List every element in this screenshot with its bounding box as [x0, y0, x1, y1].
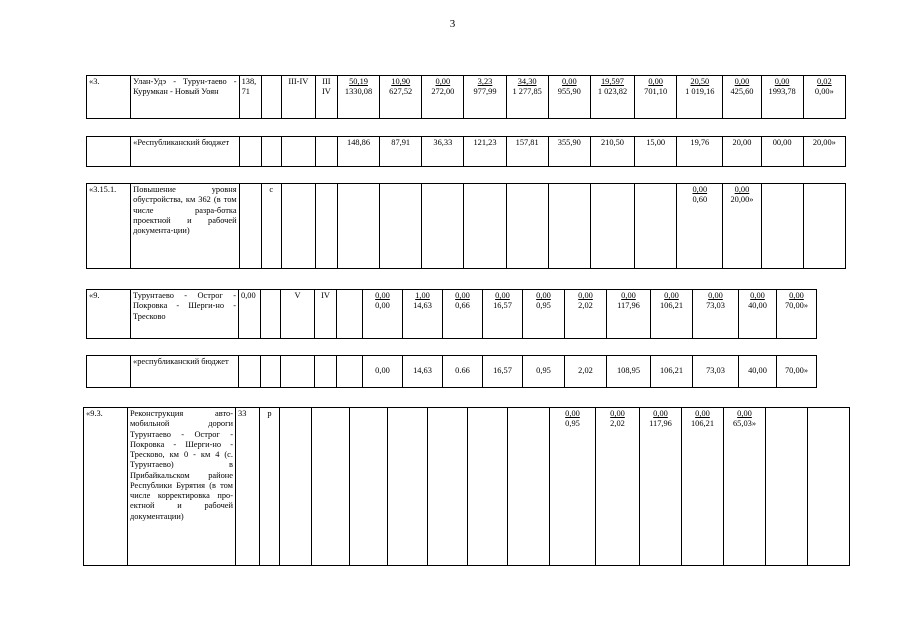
empty-cell: [280, 408, 312, 566]
budget-value: 73,03: [693, 356, 739, 388]
budget-label: «республиканский бюджет: [131, 356, 239, 388]
table-block-9: [86, 289, 857, 339]
empty-cell: [281, 184, 315, 269]
value-cell: 0,00 73,03: [693, 290, 739, 339]
page-number: 3: [449, 18, 456, 30]
empty-cell: [261, 137, 281, 167]
empty-cell: [468, 408, 508, 566]
row-code: «3.: [87, 76, 131, 119]
empty-cell: [506, 184, 548, 269]
value-cell: 0,00 106,21: [651, 290, 693, 339]
empty-cell: [508, 408, 550, 566]
budget-value: 106,21: [651, 356, 693, 388]
value-cell: 50,19 1330,08: [337, 76, 379, 119]
empty-cell: [312, 408, 350, 566]
value-cell: 0,00 701,10: [635, 76, 677, 119]
value-cell: 0,00 0,95: [550, 408, 596, 566]
value-cell: 0,00 0,00: [363, 290, 403, 339]
empty-cell: [315, 137, 337, 167]
value-cell: 0,00 425,60: [723, 76, 761, 119]
empty-cell: [761, 184, 803, 269]
empty-cell: [239, 356, 261, 388]
table-budget-1: [86, 136, 846, 167]
budget-value: 157,81: [506, 137, 548, 167]
table-block-3: [86, 75, 846, 119]
value-cell: 1,00 14,63: [403, 290, 443, 339]
value-cell: 0,00 2,02: [565, 290, 607, 339]
row-code: «3.15.1.: [87, 184, 131, 269]
budget-value: 210,50: [590, 137, 634, 167]
budget-value: 16,57: [483, 356, 523, 388]
road-name: Улан-Удэ - Турун-таево - Курумкан - Новый Уоян: [131, 76, 239, 119]
empty-cell: [337, 290, 363, 339]
empty-cell: [380, 184, 422, 269]
budget-value: 87,91: [380, 137, 422, 167]
budget-value: 70,00»: [777, 356, 817, 388]
empty-cell: [803, 184, 845, 269]
empty-cell: [422, 184, 464, 269]
budget-value: 19,76: [677, 137, 723, 167]
empty-cell: [239, 184, 261, 269]
value-cell: 34,30 1 277,85: [506, 76, 548, 119]
budget-value: 00,00: [761, 137, 803, 167]
empty-cell: [239, 137, 261, 167]
budget-label: «Республиканский бюджет: [131, 137, 239, 167]
value-cell: 0,00 0,95: [523, 290, 565, 339]
empty-cell: [464, 184, 506, 269]
road-category-2: IV: [315, 290, 337, 339]
value-cell: 0,00 20,00»: [723, 184, 761, 269]
budget-value: 14,63: [403, 356, 443, 388]
value-cell: 0,00 0,66: [443, 290, 483, 339]
project-type: р: [260, 408, 280, 566]
empty-cell: [635, 184, 677, 269]
empty-cell: [548, 184, 590, 269]
value-cell: 0,00 65,03»: [724, 408, 766, 566]
budget-value: 0,95: [523, 356, 565, 388]
empty-cell: [261, 356, 281, 388]
empty-cell: [337, 356, 363, 388]
road-length: 0,00: [239, 290, 261, 339]
value-cell: 0,00 70,00»: [777, 290, 817, 339]
budget-value: 40,00: [739, 356, 777, 388]
value-cell: 0,00 40,00: [739, 290, 777, 339]
empty-cell: [337, 184, 379, 269]
road-name: Турунтаево - Острог - Покровка - Шерги-но - Тресково: [131, 290, 239, 339]
value-cell: 0,00 2,02: [596, 408, 640, 566]
row-code: «9.3.: [84, 408, 128, 566]
empty-cell: [261, 290, 281, 339]
value-cell: 0,00 106,21: [682, 408, 724, 566]
budget-value: 121,23: [464, 137, 506, 167]
empty-cell: [87, 356, 131, 388]
value-cell: 0,00 272,00: [422, 76, 464, 119]
value-cell: 0,00 955,90: [548, 76, 590, 119]
budget-value: 0.66: [443, 356, 483, 388]
budget-value: 15,00: [635, 137, 677, 167]
empty-cell: [315, 184, 337, 269]
empty-cell: [281, 356, 315, 388]
empty-cell: [766, 408, 808, 566]
value-cell: 0,00 117,96: [640, 408, 682, 566]
table-block-9-3: [83, 407, 850, 566]
table-budget-2: [86, 355, 857, 388]
budget-value: 2,02: [565, 356, 607, 388]
empty-cell: [388, 408, 428, 566]
budget-value: 20,00: [723, 137, 761, 167]
value-cell: 10,90 627,52: [380, 76, 422, 119]
empty-cell: [315, 356, 337, 388]
value-cell: 0,00 1993,78: [761, 76, 803, 119]
budget-value: 20,00»: [803, 137, 845, 167]
value-cell: 0,00 0,60: [677, 184, 723, 269]
empty-cell: [590, 184, 634, 269]
empty-cell: [281, 137, 315, 167]
road-category-2: III IV: [315, 76, 337, 119]
budget-value: 355,90: [548, 137, 590, 167]
value-cell: 20,50 1 019,16: [677, 76, 723, 119]
project-name: Реконструкция авто-мобильной дороги Турунтаево - Острог - Покровка - Шерги-но - Тресково, км 0 - км 4 (с. Турунтаево) в Прибайкальском районе Республики Бурятия (в том числе корректировка про-ектной и рабочей документации): [128, 408, 236, 566]
budget-value: 148,86: [337, 137, 379, 167]
road-category: III-IV: [281, 76, 315, 119]
empty-cell: [87, 137, 131, 167]
budget-value: 108,95: [607, 356, 651, 388]
value-cell: 0,00 16,57: [483, 290, 523, 339]
budget-value: 36,33: [422, 137, 464, 167]
budget-value: 0,00: [363, 356, 403, 388]
road-length: 138, 71: [239, 76, 261, 119]
project-length: 33: [236, 408, 260, 566]
project-name: Повышение уровня обустройства, км 362 (в том числе разра-ботка проектной и рабочей документа-ции): [131, 184, 239, 269]
empty-cell: [261, 76, 281, 119]
value-cell: 0,00 117,96: [607, 290, 651, 339]
table-block-3-15-1: [86, 183, 846, 269]
road-category: V: [281, 290, 315, 339]
value-cell: 3,23 977,99: [464, 76, 506, 119]
empty-cell: [808, 408, 850, 566]
empty-cell: [428, 408, 468, 566]
value-cell: 19,597 1 023,82: [590, 76, 634, 119]
value-cell: 0,02 0,00»: [803, 76, 845, 119]
empty-cell: [350, 408, 388, 566]
row-code: «9.: [87, 290, 131, 339]
project-type: с: [261, 184, 281, 269]
